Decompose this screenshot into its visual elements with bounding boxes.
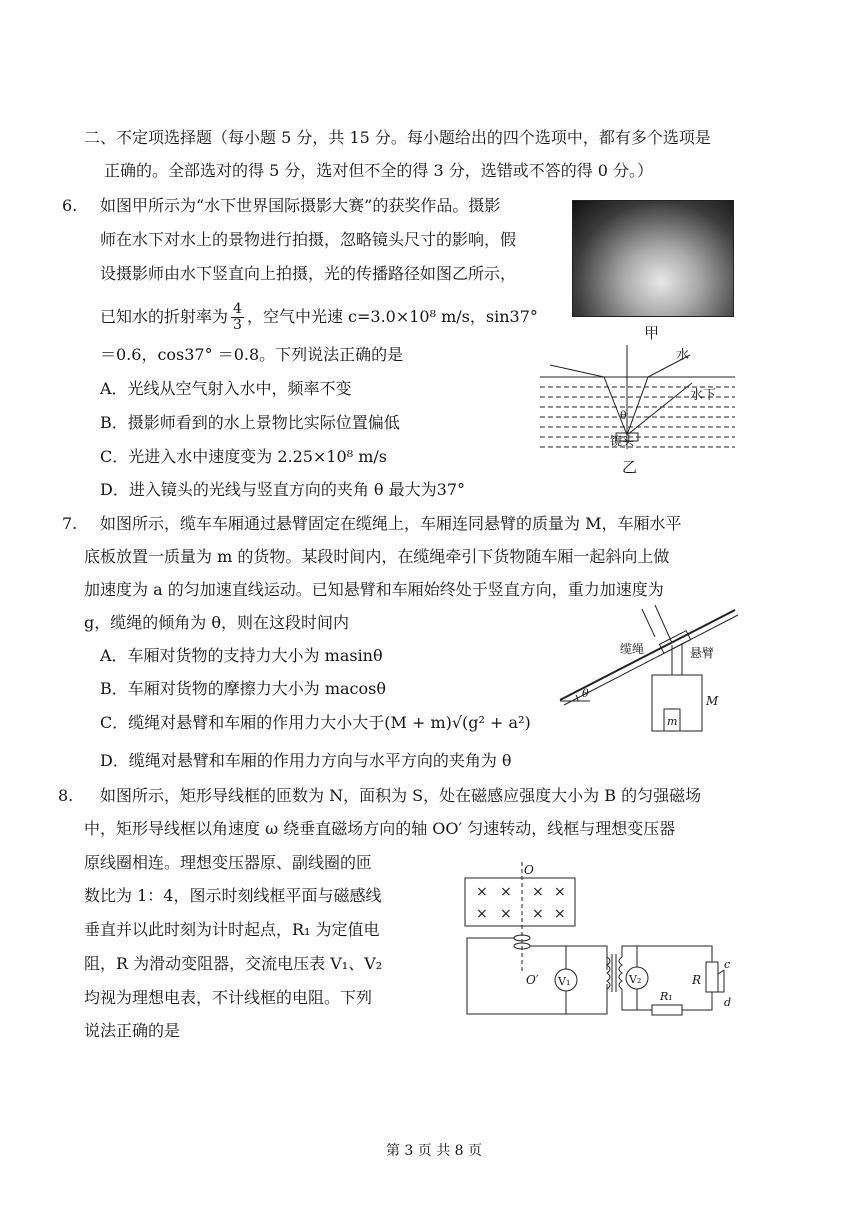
q8-line8: 说法正确的是 <box>84 1021 181 1040</box>
q6-label-water: 水 <box>676 348 690 363</box>
q6-refractive-fraction: $\frac{4}{3}$ <box>233 301 242 333</box>
q6-label-lens: 镜头 <box>610 434 635 448</box>
q6-option-c: C．光进入水中速度变为 2.25×10⁸ m/s <box>100 447 387 466</box>
q8-line1: 如图所示，矩形导线框的匝数为 N，面积为 S，处在磁感应强度大小为 B 的匀强磁场 <box>100 786 702 805</box>
q8-line6: 阻，R 为滑动变阻器，交流电压表 V₁、V₂ <box>84 954 383 973</box>
q6-photo-figure <box>572 200 734 317</box>
q7-line4: g，缆绳的倾角为 θ，则在这段时间内 <box>84 613 349 632</box>
q7-option-a: A．车厢对货物的支持力大小为 masinθ <box>100 646 383 665</box>
q8-field-cross: × <box>476 906 488 922</box>
q7-line2: 底板放置一质量为 m 的货物。某段时间内，在缆绳牵引下货物随车厢一起斜向上做 <box>84 547 670 566</box>
q8-label-O-prime: O′ <box>526 973 539 987</box>
q7-label-cable: 缆绳 <box>620 642 645 656</box>
q8-line2: 中，矩形导线框以角速度 ω 绕垂直磁场方向的轴 OO′ 匀速转动，线框与理想变压器 <box>84 819 676 838</box>
q8-line7: 均视为理想电表，不计线框的电阻。下列 <box>84 988 373 1007</box>
q6-number: 6. <box>62 196 78 215</box>
q7-label-M: M <box>706 694 719 708</box>
q8-label-c: c <box>724 958 731 971</box>
q6-line3: 设摄影师由水下竖直向上拍摄，光的传播路径如图乙所示， <box>100 264 517 283</box>
q7-number: 7. <box>62 514 78 533</box>
q8-label-R: R <box>692 973 702 987</box>
q8-line4: 数比为 1：4，图示时刻线框平面与磁感线 <box>84 886 382 905</box>
q8-field-cross: × <box>476 884 488 900</box>
q6-line4-pre: 已知水的折射率为 <box>100 307 229 326</box>
q8-number: 8. <box>58 786 74 805</box>
q7-label-theta: θ <box>582 687 589 700</box>
q7-line1: 如图所示，缆车车厢通过悬臂固定在缆绳上，车厢连同悬臂的质量为 M，车厢水平 <box>100 514 682 533</box>
q8-field-cross: × <box>554 906 566 922</box>
q7-option-d: D．缆绳对悬臂和车厢的作用力方向与水平方向的夹角为 θ <box>100 751 512 770</box>
q7-line3: 加速度为 a 的匀加速直线运动。已知悬臂和车厢始终处于竖直方向，重力加速度为 <box>84 580 664 599</box>
q6-label-underwater: 水下 <box>690 388 717 403</box>
q8-label-R1: R₁ <box>660 990 673 1003</box>
q8-field-cross: × <box>532 906 544 922</box>
q6-label-theta: θ <box>620 409 627 422</box>
q7-option-b: B．车厢对货物的摩擦力大小为 macosθ <box>100 679 386 698</box>
q7-cable-car-diagram <box>560 605 740 735</box>
q8-label-d: d <box>724 996 732 1009</box>
q6-caption-yi: 乙 <box>622 458 638 476</box>
q7-option-c: C．缆绳对悬臂和车厢的作用力大小大于(M + m)√(g² + a²) <box>100 713 531 732</box>
q8-field-cross: × <box>532 884 544 900</box>
q6-line4 <box>100 302 538 333</box>
q8-field-cross: × <box>500 884 512 900</box>
q8-field-cross: × <box>554 884 566 900</box>
q6-line2: 师在水下对水上的景物进行拍摄，忽略镜头尺寸的影响，假 <box>100 230 517 249</box>
q6-option-a: A．光线从空气射入水中，频率不变 <box>100 379 352 398</box>
q6-line1: 如图甲所示为“水下世界国际摄影大赛”的获奖作品。摄影 <box>100 196 501 215</box>
q6-option-b: B．摄影师看到的水上景物比实际位置偏低 <box>100 413 400 432</box>
q6-option-d: D．进入镜头的光线与竖直方向的夹角 θ 最大为37° <box>100 480 465 499</box>
q8-line3: 原线圈相连。理想变压器原、副线圈的匝 <box>84 853 373 872</box>
section-header-line1: 二、不定项选择题（每小题 5 分，共 15 分。每小题给出的四个选项中，都有多个选项是 <box>84 128 711 147</box>
q8-line5: 垂直并以此时刻为计时起点，R₁ 为定值电 <box>84 920 380 939</box>
q6-light-path-diagram <box>540 345 740 455</box>
section-header-line2: 正确的。全部选对的得 5 分，选对但不全的得 3 分，选错或不答的得 0 分。） <box>104 161 654 180</box>
q6-line5: ＝0.6，cos37° ＝0.8。下列说法正确的是 <box>100 345 404 364</box>
q7-label-arm: 悬臂 <box>690 646 715 660</box>
q7-label-m: m <box>667 715 678 728</box>
q8-label-V2: V₂ <box>629 973 642 986</box>
page-footer: 第 3 页 共 8 页 <box>385 1143 483 1159</box>
q8-field-cross: × <box>500 906 512 922</box>
q8-label-V1: V₁ <box>558 975 571 988</box>
q6-line4-post: ，空气中光速 c=3.0×10⁸ m/s，sin37° <box>246 307 538 326</box>
q6-caption-jia: 甲 <box>644 324 660 342</box>
q8-label-O: O <box>524 863 534 877</box>
q8-circuit-diagram <box>462 862 742 1022</box>
